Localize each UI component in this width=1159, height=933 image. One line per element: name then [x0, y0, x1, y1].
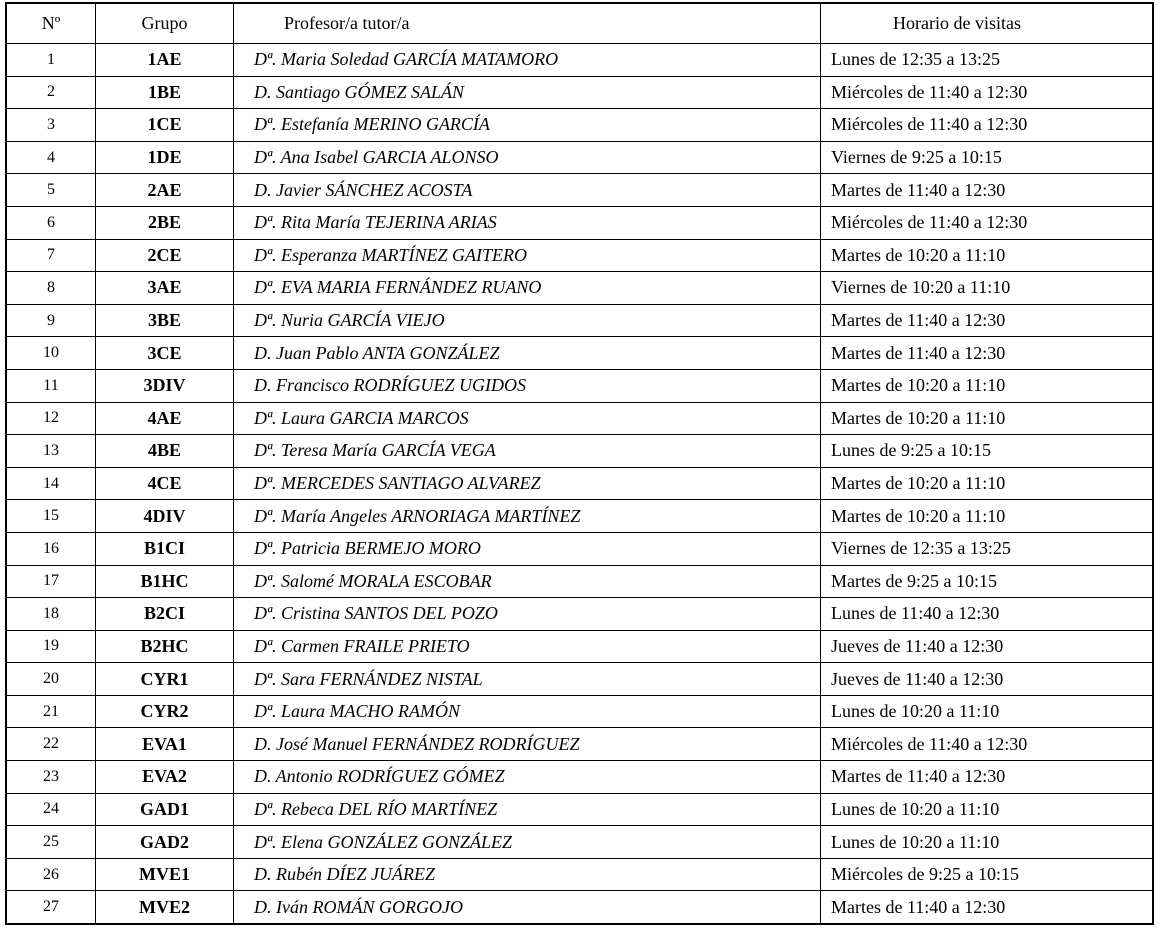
row-horario: Viernes de 12:35 a 13:25 — [821, 532, 1153, 565]
row-tutor: Dª. Ana Isabel GARCIA ALONSO — [234, 141, 821, 174]
table-row — [7, 467, 1153, 500]
row-number: 14 — [7, 467, 96, 500]
row-grupo: 4CE — [96, 467, 234, 500]
row-horario: Lunes de 9:25 a 10:15 — [821, 435, 1153, 468]
row-horario: Jueves de 11:40 a 12:30 — [821, 663, 1153, 696]
row-grupo: 3CE — [96, 337, 234, 370]
header-num: Nº — [7, 4, 96, 44]
row-horario: Miércoles de 11:40 a 12:30 — [821, 206, 1153, 239]
row-tutor: D. Rubén DÍEZ JUÁREZ — [234, 858, 821, 891]
row-tutor: D. José Manuel FERNÁNDEZ RODRÍGUEZ — [234, 728, 821, 761]
row-horario: Lunes de 12:35 a 13:25 — [821, 44, 1153, 77]
row-grupo: B1HC — [96, 565, 234, 598]
row-grupo: 2BE — [96, 206, 234, 239]
table-row — [7, 761, 1153, 794]
header-horario: Horario de visitas — [821, 4, 1153, 44]
row-number: 7 — [7, 239, 96, 272]
row-horario: Viernes de 9:25 a 10:15 — [821, 141, 1153, 174]
row-number: 26 — [7, 858, 96, 891]
table-row — [7, 663, 1153, 696]
row-tutor: Dª. Estefanía MERINO GARCÍA — [234, 109, 821, 142]
row-number: 4 — [7, 141, 96, 174]
row-grupo: 4AE — [96, 402, 234, 435]
row-tutor: Dª. Rebeca DEL RÍO MARTÍNEZ — [234, 793, 821, 826]
row-grupo: CYR1 — [96, 663, 234, 696]
row-horario: Miércoles de 9:25 a 10:15 — [821, 858, 1153, 891]
row-horario: Martes de 9:25 a 10:15 — [821, 565, 1153, 598]
table-row — [7, 337, 1153, 370]
table-row — [7, 206, 1153, 239]
row-number: 22 — [7, 728, 96, 761]
table-row — [7, 858, 1153, 891]
row-horario: Martes de 11:40 a 12:30 — [821, 337, 1153, 370]
row-horario: Martes de 10:20 a 11:10 — [821, 467, 1153, 500]
row-horario: Lunes de 10:20 a 11:10 — [821, 793, 1153, 826]
row-horario: Martes de 10:20 a 11:10 — [821, 402, 1153, 435]
row-grupo: 3AE — [96, 272, 234, 305]
table-row — [7, 728, 1153, 761]
row-grupo: 1BE — [96, 76, 234, 109]
row-horario: Lunes de 11:40 a 12:30 — [821, 598, 1153, 631]
row-tutor: D. Antonio RODRÍGUEZ GÓMEZ — [234, 761, 821, 794]
row-number: 23 — [7, 761, 96, 794]
row-grupo: EVA2 — [96, 761, 234, 794]
row-grupo: GAD2 — [96, 826, 234, 859]
row-number: 1 — [7, 44, 96, 77]
table-row — [7, 304, 1153, 337]
row-tutor: Dª. Teresa María GARCÍA VEGA — [234, 435, 821, 468]
row-grupo: 3BE — [96, 304, 234, 337]
row-number: 5 — [7, 174, 96, 207]
header-row — [7, 4, 1153, 44]
table-row — [7, 272, 1153, 305]
row-grupo: 4DIV — [96, 500, 234, 533]
row-grupo: 1AE — [96, 44, 234, 77]
row-tutor: Dª. EVA MARIA FERNÁNDEZ RUANO — [234, 272, 821, 305]
row-number: 25 — [7, 826, 96, 859]
table-row — [7, 239, 1153, 272]
row-number: 13 — [7, 435, 96, 468]
table-row — [7, 500, 1153, 533]
row-number: 24 — [7, 793, 96, 826]
row-grupo: GAD1 — [96, 793, 234, 826]
table-row — [7, 174, 1153, 207]
row-tutor: Dª. Laura GARCIA MARCOS — [234, 402, 821, 435]
row-tutor: Dª. María Angeles ARNORIAGA MARTÍNEZ — [234, 500, 821, 533]
row-tutor: Dª. Laura MACHO RAMÓN — [234, 695, 821, 728]
table-row — [7, 891, 1153, 924]
row-horario: Lunes de 10:20 a 11:10 — [821, 695, 1153, 728]
row-number: 3 — [7, 109, 96, 142]
row-number: 21 — [7, 695, 96, 728]
row-grupo: 2AE — [96, 174, 234, 207]
header-grupo: Grupo — [96, 4, 234, 44]
row-tutor: Dª. Carmen FRAILE PRIETO — [234, 630, 821, 663]
row-number: 17 — [7, 565, 96, 598]
row-grupo: EVA1 — [96, 728, 234, 761]
table-row — [7, 402, 1153, 435]
header-tutor: Profesor/a tutor/a — [234, 4, 821, 44]
row-number: 10 — [7, 337, 96, 370]
row-number: 6 — [7, 206, 96, 239]
row-tutor: Dª. Nuria GARCÍA VIEJO — [234, 304, 821, 337]
row-horario: Martes de 11:40 a 12:30 — [821, 891, 1153, 924]
row-grupo: MVE1 — [96, 858, 234, 891]
row-grupo: B2HC — [96, 630, 234, 663]
row-grupo: 1DE — [96, 141, 234, 174]
row-grupo: 3DIV — [96, 369, 234, 402]
row-horario: Martes de 10:20 a 11:10 — [821, 239, 1153, 272]
row-number: 11 — [7, 369, 96, 402]
row-tutor: Dª. Patricia BERMEJO MORO — [234, 532, 821, 565]
row-number: 9 — [7, 304, 96, 337]
row-tutor: Dª. Esperanza MARTÍNEZ GAITERO — [234, 239, 821, 272]
table-row — [7, 44, 1153, 77]
row-horario: Miércoles de 11:40 a 12:30 — [821, 728, 1153, 761]
row-horario: Martes de 11:40 a 12:30 — [821, 761, 1153, 794]
row-grupo: B1CI — [96, 532, 234, 565]
table-row — [7, 793, 1153, 826]
table-row — [7, 435, 1153, 468]
row-grupo: 4BE — [96, 435, 234, 468]
row-horario: Lunes de 10:20 a 11:10 — [821, 826, 1153, 859]
row-grupo: 2CE — [96, 239, 234, 272]
tutors-table — [6, 3, 1153, 924]
row-number: 16 — [7, 532, 96, 565]
row-tutor: Dª. Maria Soledad GARCÍA MATAMORO — [234, 44, 821, 77]
row-tutor: Dª. Elena GONZÁLEZ GONZÁLEZ — [234, 826, 821, 859]
row-tutor: D. Javier SÁNCHEZ ACOSTA — [234, 174, 821, 207]
row-number: 18 — [7, 598, 96, 631]
table-row — [7, 76, 1153, 109]
table-row — [7, 532, 1153, 565]
row-tutor: Dª. Rita María TEJERINA ARIAS — [234, 206, 821, 239]
document-page — [6, 3, 1153, 924]
row-number: 8 — [7, 272, 96, 305]
table-row — [7, 598, 1153, 631]
row-tutor: D. Iván ROMÁN GORGOJO — [234, 891, 821, 924]
row-grupo: MVE2 — [96, 891, 234, 924]
row-number: 15 — [7, 500, 96, 533]
row-tutor: Dª. MERCEDES SANTIAGO ALVAREZ — [234, 467, 821, 500]
row-grupo: B2CI — [96, 598, 234, 631]
table-header — [7, 4, 1153, 44]
row-tutor: D. Francisco RODRÍGUEZ UGIDOS — [234, 369, 821, 402]
row-horario: Viernes de 10:20 a 11:10 — [821, 272, 1153, 305]
row-horario: Martes de 10:20 a 11:10 — [821, 369, 1153, 402]
table-row — [7, 565, 1153, 598]
table-row — [7, 826, 1153, 859]
row-number: 12 — [7, 402, 96, 435]
row-number: 2 — [7, 76, 96, 109]
table-body — [7, 44, 1153, 924]
row-grupo: CYR2 — [96, 695, 234, 728]
table-row — [7, 141, 1153, 174]
table-row — [7, 369, 1153, 402]
row-tutor: Dª. Sara FERNÁNDEZ NISTAL — [234, 663, 821, 696]
row-tutor: Dª. Cristina SANTOS DEL POZO — [234, 598, 821, 631]
row-tutor: D. Juan Pablo ANTA GONZÁLEZ — [234, 337, 821, 370]
row-horario: Martes de 11:40 a 12:30 — [821, 304, 1153, 337]
row-number: 27 — [7, 891, 96, 924]
row-horario: Martes de 10:20 a 11:10 — [821, 500, 1153, 533]
row-number: 19 — [7, 630, 96, 663]
table-row — [7, 630, 1153, 663]
row-horario: Miércoles de 11:40 a 12:30 — [821, 109, 1153, 142]
row-tutor: Dª. Salomé MORALA ESCOBAR — [234, 565, 821, 598]
row-horario: Jueves de 11:40 a 12:30 — [821, 630, 1153, 663]
row-tutor: D. Santiago GÓMEZ SALÁN — [234, 76, 821, 109]
table-row — [7, 109, 1153, 142]
table-row — [7, 695, 1153, 728]
row-number: 20 — [7, 663, 96, 696]
row-horario: Martes de 11:40 a 12:30 — [821, 174, 1153, 207]
row-grupo: 1CE — [96, 109, 234, 142]
row-horario: Miércoles de 11:40 a 12:30 — [821, 76, 1153, 109]
